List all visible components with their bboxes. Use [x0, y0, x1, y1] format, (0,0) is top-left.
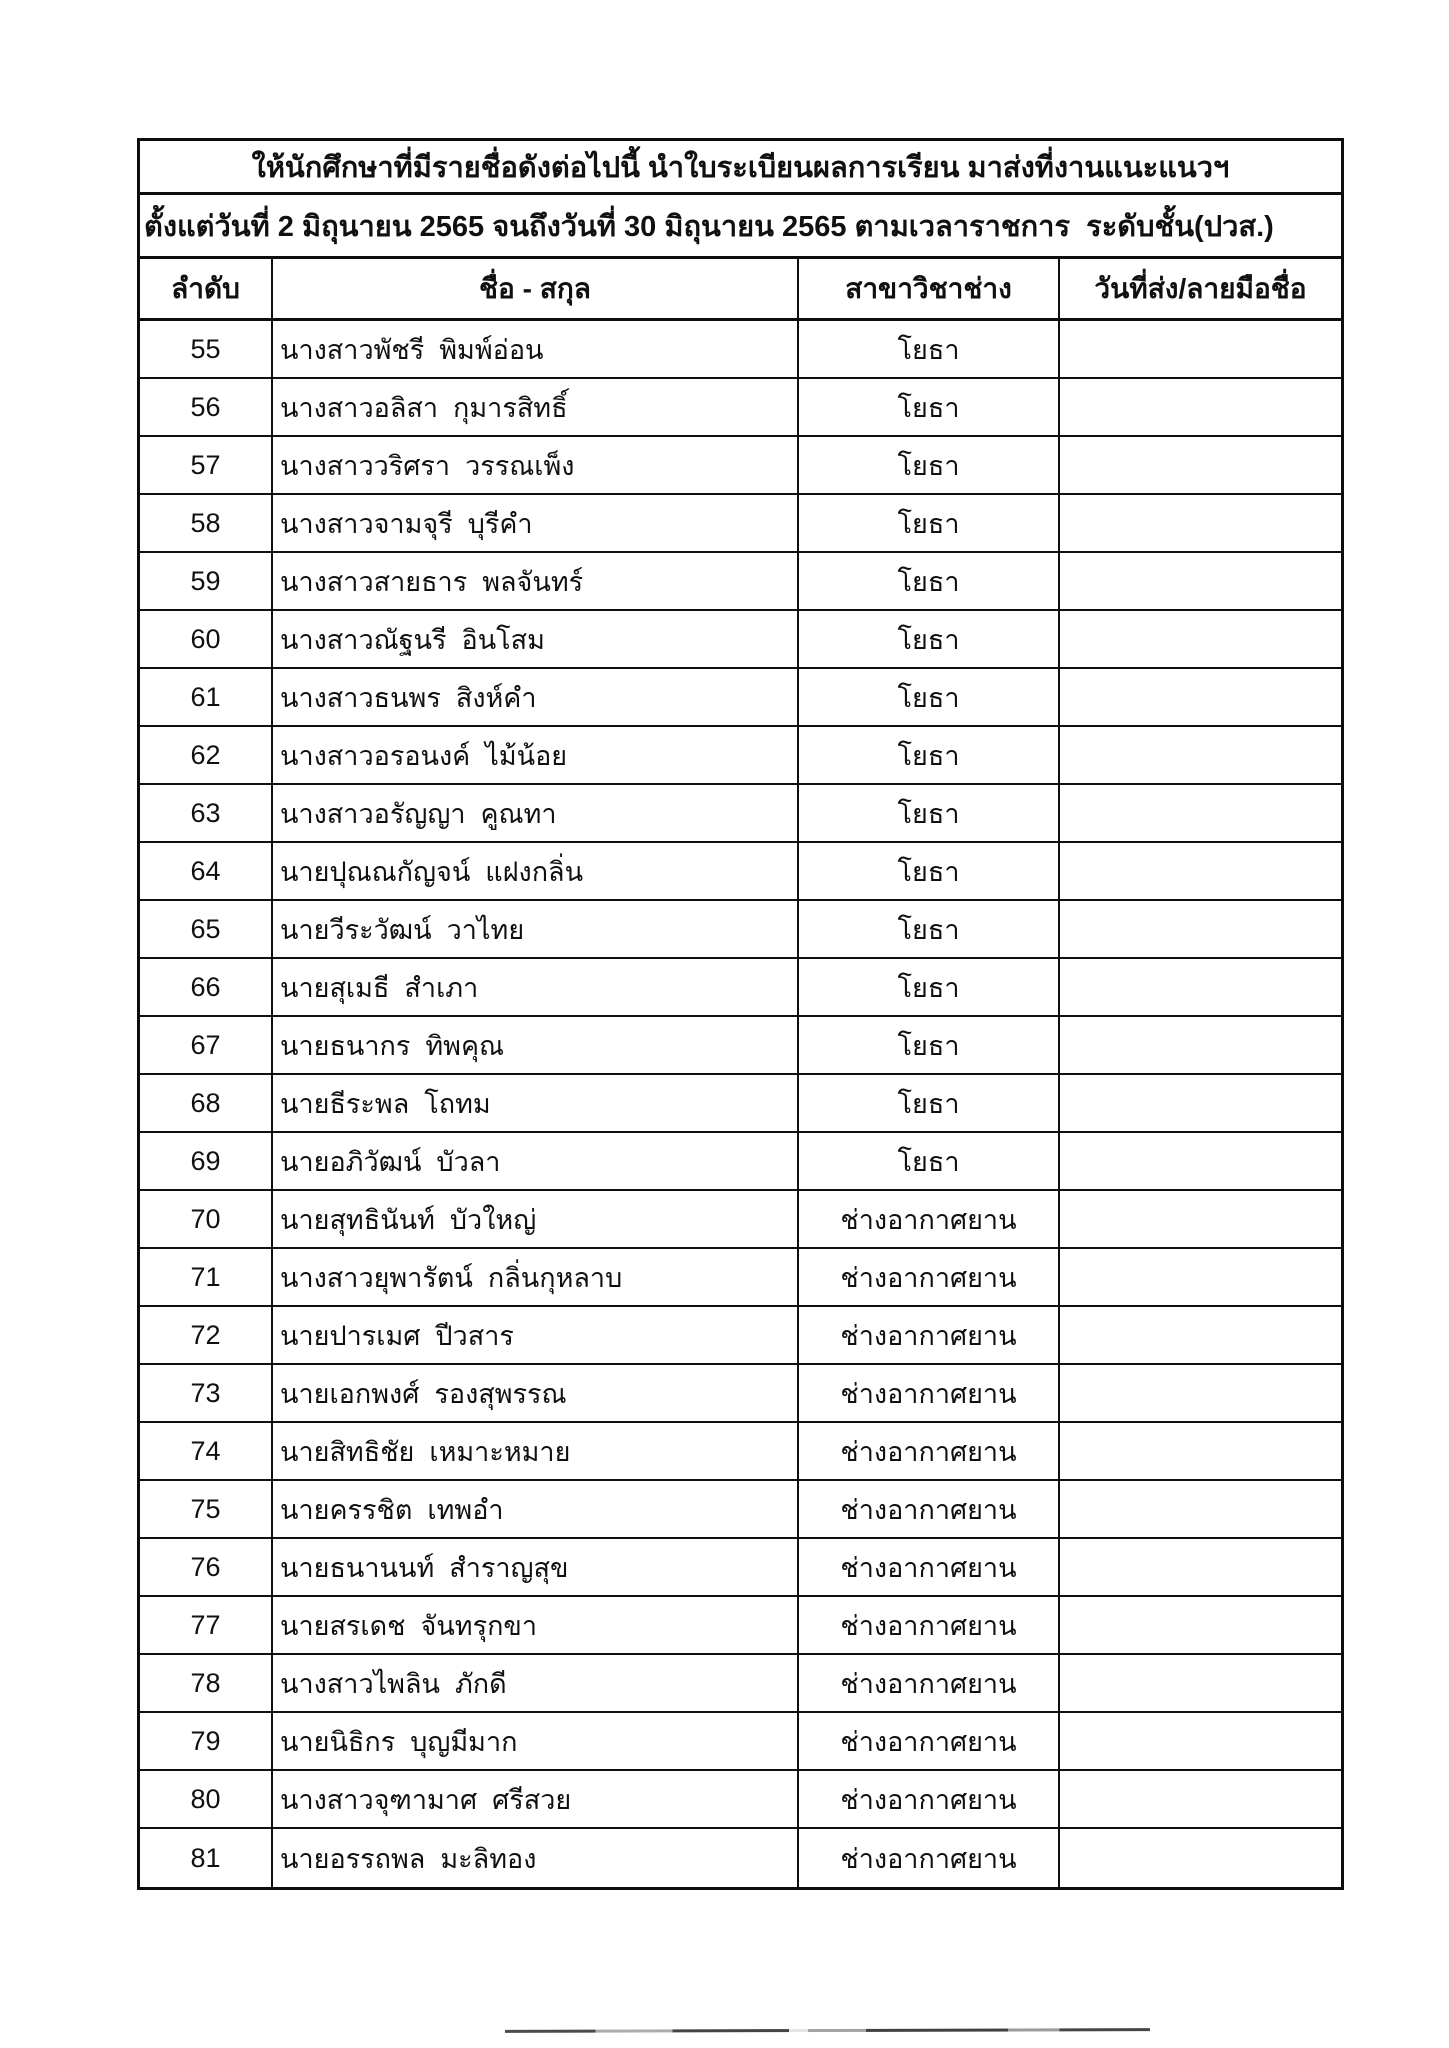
department-cell: ช่างอากาศยาน — [799, 1191, 1060, 1247]
department-cell: โยธา — [799, 321, 1060, 377]
row-number-cell: 73 — [140, 1365, 273, 1421]
student-name-cell: นายสุเมธี สำเภา — [273, 959, 799, 1015]
table-row — [140, 1075, 1341, 1133]
date-signature-cell — [1060, 727, 1341, 783]
table-row — [140, 1423, 1341, 1481]
student-name-cell: นายธนากร ทิพคุณ — [273, 1017, 799, 1073]
row-number-cell: 63 — [140, 785, 273, 841]
table-row — [140, 1829, 1341, 1887]
department-cell: โยธา — [799, 1075, 1060, 1131]
table-row — [140, 843, 1341, 901]
table-row — [140, 1655, 1341, 1713]
row-number-cell: 75 — [140, 1481, 273, 1537]
row-number-cell: 62 — [140, 727, 273, 783]
department-cell: โยธา — [799, 901, 1060, 957]
table-row — [140, 495, 1341, 553]
date-signature-cell — [1060, 1481, 1341, 1537]
date-signature-cell — [1060, 321, 1341, 377]
table-body — [140, 321, 1341, 1887]
department-cell: โยธา — [799, 495, 1060, 551]
row-number-cell: 76 — [140, 1539, 273, 1595]
department-cell: โยธา — [799, 959, 1060, 1015]
table-row — [140, 1539, 1341, 1597]
department-cell: ช่างอากาศยาน — [799, 1713, 1060, 1769]
student-name-cell: นายปุณณกัญจน์ แฝงกลิ่น — [273, 843, 799, 899]
date-signature-cell — [1060, 901, 1341, 957]
student-name-cell: นายวีระวัฒน์ วาไทย — [273, 901, 799, 957]
department-cell: โยธา — [799, 785, 1060, 841]
department-cell: ช่างอากาศยาน — [799, 1365, 1060, 1421]
table-row — [140, 1481, 1341, 1539]
row-number-cell: 74 — [140, 1423, 273, 1479]
table-header-row — [140, 259, 1341, 321]
student-name-cell: นายอรรถพล มะลิทอง — [273, 1829, 799, 1887]
table-row — [140, 959, 1341, 1017]
row-number-cell: 66 — [140, 959, 273, 1015]
table-row — [140, 379, 1341, 437]
row-number-cell: 71 — [140, 1249, 273, 1305]
student-name-cell: นางสาววริศรา วรรณเพ็ง — [273, 437, 799, 493]
student-name-cell: นางสาวจามจุรี บุรีคำ — [273, 495, 799, 551]
student-list-table — [137, 138, 1344, 1890]
row-number-cell: 77 — [140, 1597, 273, 1653]
table-row — [140, 901, 1341, 959]
department-cell: ช่างอากาศยาน — [799, 1423, 1060, 1479]
student-name-cell: นางสาวไพลิน ภักดี — [273, 1655, 799, 1711]
table-row — [140, 1133, 1341, 1191]
table-row — [140, 553, 1341, 611]
column-header-name: ชื่อ - สกุล — [273, 259, 799, 318]
date-signature-cell — [1060, 1017, 1341, 1073]
table-row — [140, 1365, 1341, 1423]
student-name-cell: นางสาวยุพารัตน์ กลิ่นกุหลาบ — [273, 1249, 799, 1305]
department-cell: โยธา — [799, 669, 1060, 725]
student-name-cell: นายสิทธิชัย เหมาะหมาย — [273, 1423, 799, 1479]
date-signature-cell — [1060, 495, 1341, 551]
student-name-cell: นายสุทธินันท์ บัวใหญ่ — [273, 1191, 799, 1247]
date-signature-cell — [1060, 1191, 1341, 1247]
department-cell: ช่างอากาศยาน — [799, 1771, 1060, 1827]
student-name-cell: นางสาวธนพร สิงห์คำ — [273, 669, 799, 725]
row-number-cell: 78 — [140, 1655, 273, 1711]
date-signature-cell — [1060, 611, 1341, 667]
date-signature-cell — [1060, 379, 1341, 435]
table-row — [140, 1017, 1341, 1075]
department-cell: โยธา — [799, 843, 1060, 899]
date-signature-cell — [1060, 437, 1341, 493]
date-signature-cell — [1060, 1655, 1341, 1711]
date-signature-cell — [1060, 843, 1341, 899]
department-cell: ช่างอากาศยาน — [799, 1307, 1060, 1363]
row-number-cell: 58 — [140, 495, 273, 551]
table-row — [140, 1771, 1341, 1829]
table-row — [140, 1191, 1341, 1249]
student-name-cell: นางสาวจุฑามาศ ศรีสวย — [273, 1771, 799, 1827]
date-signature-cell — [1060, 1771, 1341, 1827]
table-row — [140, 611, 1341, 669]
department-cell: ช่างอากาศยาน — [799, 1481, 1060, 1537]
student-name-cell: นายปารเมศ ปีวสาร — [273, 1307, 799, 1363]
row-number-cell: 64 — [140, 843, 273, 899]
row-number-cell: 65 — [140, 901, 273, 957]
department-cell: โยธา — [799, 1133, 1060, 1189]
student-name-cell: นายธีระพล โถทม — [273, 1075, 799, 1131]
student-name-cell: นางสาวพัชรี พิมพ์อ่อน — [273, 321, 799, 377]
column-header-no: ลำดับ — [140, 259, 273, 318]
date-signature-cell — [1060, 959, 1341, 1015]
department-cell: ช่างอากาศยาน — [799, 1597, 1060, 1653]
table-row — [140, 1249, 1341, 1307]
table-subtitle: ตั้งแต่วันที่ 2 มิถุนายน 2565 จนถึงวันที่ 30 มิถุนายน 2565 ตามเวลาราชการ ระดับชั้น(ปวส.) — [140, 195, 1341, 259]
date-signature-cell — [1060, 1597, 1341, 1653]
table-row — [140, 669, 1341, 727]
row-number-cell: 56 — [140, 379, 273, 435]
date-signature-cell — [1060, 1423, 1341, 1479]
student-name-cell: นายครรชิต เทพอำ — [273, 1481, 799, 1537]
table-row — [140, 437, 1341, 495]
row-number-cell: 72 — [140, 1307, 273, 1363]
row-number-cell: 55 — [140, 321, 273, 377]
student-name-cell: นายธนานนท์ สำราญสุข — [273, 1539, 799, 1595]
date-signature-cell — [1060, 785, 1341, 841]
row-number-cell: 68 — [140, 1075, 273, 1131]
table-row — [140, 321, 1341, 379]
department-cell: ช่างอากาศยาน — [799, 1829, 1060, 1887]
student-name-cell: นายเอกพงศ์ รองสุพรรณ — [273, 1365, 799, 1421]
department-cell: โยธา — [799, 611, 1060, 667]
department-cell: โยธา — [799, 727, 1060, 783]
row-number-cell: 81 — [140, 1829, 273, 1887]
column-header-date-signature: วันที่ส่ง/ลายมือชื่อ — [1094, 272, 1307, 304]
date-signature-cell — [1060, 1249, 1341, 1305]
table-row — [140, 727, 1341, 785]
student-name-cell: นางสาวสายธาร พลจันทร์ — [273, 553, 799, 609]
table-row — [140, 1713, 1341, 1771]
student-name-cell: นางสาวอรอนงค์ ไม้น้อย — [273, 727, 799, 783]
date-signature-cell — [1060, 1365, 1341, 1421]
row-number-cell: 79 — [140, 1713, 273, 1769]
row-number-cell: 69 — [140, 1133, 273, 1189]
row-number-cell: 60 — [140, 611, 273, 667]
date-signature-cell — [1060, 553, 1341, 609]
date-signature-cell — [1060, 1075, 1341, 1131]
student-name-cell: นางสาวณัฐนรี อินโสม — [273, 611, 799, 667]
department-cell: ช่างอากาศยาน — [799, 1249, 1060, 1305]
row-number-cell: 70 — [140, 1191, 273, 1247]
date-signature-cell — [1060, 669, 1341, 725]
department-cell: โยธา — [799, 437, 1060, 493]
date-signature-cell — [1060, 1713, 1341, 1769]
student-name-cell: นายอภิวัฒน์ บัวลา — [273, 1133, 799, 1189]
table-row — [140, 1307, 1341, 1365]
row-number-cell: 80 — [140, 1771, 273, 1827]
table-title: ให้นักศึกษาที่มีรายชื่อดังต่อไปนี้ นำใบระเบียนผลการเรียน มาส่งที่งานแนะแนวฯ — [140, 141, 1341, 195]
student-name-cell: นางสาวอลิสา กุมารสิทธิ์ — [273, 379, 799, 435]
date-signature-cell — [1060, 1539, 1341, 1595]
department-cell: ช่างอากาศยาน — [799, 1539, 1060, 1595]
date-signature-cell — [1060, 1133, 1341, 1189]
student-name-cell: นายสรเดช จันทรุกขา — [273, 1597, 799, 1653]
table-row — [140, 1597, 1341, 1655]
scan-artifact-line — [505, 2028, 1150, 2033]
row-number-cell: 67 — [140, 1017, 273, 1073]
student-name-cell: นายนิธิกร บุญมีมาก — [273, 1713, 799, 1769]
column-header-department: สาขาวิชาช่าง — [799, 259, 1060, 318]
department-cell: โยธา — [799, 1017, 1060, 1073]
row-number-cell: 59 — [140, 553, 273, 609]
student-name-cell: นางสาวอรัญญา คูณทา — [273, 785, 799, 841]
date-signature-cell — [1060, 1829, 1341, 1887]
department-cell: โยธา — [799, 379, 1060, 435]
table-row — [140, 785, 1341, 843]
row-number-cell: 61 — [140, 669, 273, 725]
department-cell: โยธา — [799, 553, 1060, 609]
date-signature-cell — [1060, 1307, 1341, 1363]
row-number-cell: 57 — [140, 437, 273, 493]
department-cell: ช่างอากาศยาน — [799, 1655, 1060, 1711]
